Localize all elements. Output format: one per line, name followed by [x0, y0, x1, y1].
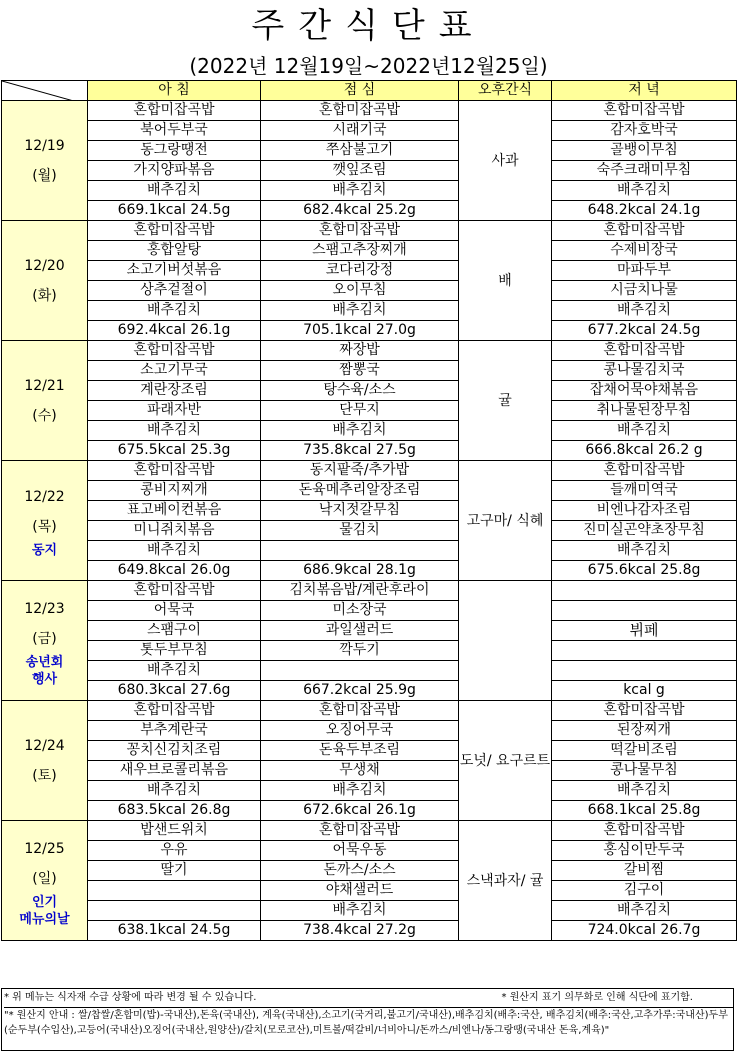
weekday-label: (토) — [32, 767, 57, 784]
table-row — [2, 241, 737, 261]
table-row — [2, 801, 737, 821]
dinner-item: 배추김치 — [552, 781, 737, 801]
breakfast-item: 상추겉절이 — [88, 281, 261, 301]
origin-info: "* 원산지 안내 : 쌀/찹쌀/혼합미(밥)-국내산),돈육(국내산), 계육(국내산),소고기(국거리,불고기/국내산),배추김치(배추:국산, 배추김치(배추:국산,고추가루:국내산)두부(순두부(수입산),고등어(국내산)오징어(국내산,원양산)/갈치(모로코산),미트볼/떡갈비/너비아니/돈까스/비엔나/동그랑땡(국내산 돈육,계육)" — [4, 1007, 733, 1038]
breakfast-item: 홍합알탕 — [88, 241, 261, 261]
breakfast-item: 675.5kcal 25.3g — [88, 441, 261, 461]
dinner-item: 배추김치 — [552, 421, 737, 441]
table-row — [2, 921, 737, 941]
snack-cell: 귤 — [459, 341, 552, 461]
header-breakfast: 아 침 — [88, 81, 261, 101]
lunch-item: 코다리강정 — [261, 261, 459, 281]
day-cell — [2, 101, 88, 221]
table-row — [2, 841, 737, 861]
table-row — [2, 161, 737, 181]
breakfast-item: 649.8kcal 26.0g — [88, 561, 261, 581]
breakfast-item: 혼합미잡곡밥 — [88, 701, 261, 721]
lunch-item: 오이무침 — [261, 281, 459, 301]
breakfast-item: 배추김치 — [88, 781, 261, 801]
lunch-item — [261, 661, 459, 681]
lunch-item: 배추김치 — [261, 901, 459, 921]
weekday-label: (일) — [32, 870, 57, 887]
table-row — [2, 501, 737, 521]
dinner-item: 724.0kcal 26.7g — [552, 921, 737, 941]
table-row — [2, 281, 737, 301]
day-cell — [2, 701, 88, 821]
lunch-item: 깻잎조림 — [261, 161, 459, 181]
breakfast-item: 혼합미잡곡밥 — [88, 581, 261, 601]
breakfast-item: 표고베이컨볶음 — [88, 501, 261, 521]
lunch-item: 무생채 — [261, 761, 459, 781]
breakfast-item: 미니쥐치볶음 — [88, 521, 261, 541]
dinner-item: kcal g — [552, 681, 737, 701]
dinner-item: 677.2kcal 24.5g — [552, 321, 737, 341]
table-row — [2, 601, 737, 621]
breakfast-item: 밥샌드위치 — [88, 821, 261, 841]
note-origin-label: * 원산지 표기 의무화로 인해 식단에 표기함. — [501, 992, 693, 1003]
day-cell — [2, 581, 88, 701]
table-row — [2, 381, 737, 401]
dinner-item: 뷔페 — [552, 621, 737, 641]
lunch-item: 혼합미잡곡밥 — [261, 821, 459, 841]
lunch-item: 동지팥죽/추가밥 — [261, 461, 459, 481]
dinner-item: 혼합미잡곡밥 — [552, 821, 737, 841]
breakfast-item: 동그랑땡전 — [88, 141, 261, 161]
lunch-item: 배추김치 — [261, 301, 459, 321]
table-row — [2, 901, 737, 921]
snack-cell: 사과 — [459, 101, 552, 221]
table-row — [2, 141, 737, 161]
table-row — [2, 401, 737, 421]
dinner-item: 648.2kcal 24.1g — [552, 201, 737, 221]
dinner-item — [552, 601, 737, 621]
weekday-label: (화) — [32, 287, 57, 304]
header-snack: 오후간식 — [459, 81, 552, 101]
dinner-item: 골뱅이무침 — [552, 141, 737, 161]
table-row — [2, 881, 737, 901]
dinner-item: 콩나물김치국 — [552, 361, 737, 381]
table-row — [2, 701, 737, 721]
breakfast-item — [88, 881, 261, 901]
dinner-item: 배추김치 — [552, 541, 737, 561]
breakfast-item: 669.1kcal 24.5g — [88, 201, 261, 221]
dinner-item: 배추김치 — [552, 901, 737, 921]
lunch-item: 배추김치 — [261, 421, 459, 441]
date-label: 12/24 — [24, 737, 65, 754]
breakfast-item: 혼합미잡곡밥 — [88, 221, 261, 241]
lunch-item: 오징어무국 — [261, 721, 459, 741]
dinner-item: 혼합미잡곡밥 — [552, 341, 737, 361]
lunch-item: 쭈삼불고기 — [261, 141, 459, 161]
breakfast-item: 계란장조림 — [88, 381, 261, 401]
breakfast-item: 소고기버섯볶음 — [88, 261, 261, 281]
table-row — [2, 561, 737, 581]
lunch-item: 단무지 — [261, 401, 459, 421]
day-cell — [2, 221, 88, 341]
lunch-item: 짜장밥 — [261, 341, 459, 361]
lunch-item: 어묵우동 — [261, 841, 459, 861]
breakfast-item: 배추김치 — [88, 421, 261, 441]
snack-cell: 고구마/ 식혜 — [459, 461, 552, 581]
breakfast-item: 배추김치 — [88, 541, 261, 561]
date-label: 12/22 — [24, 489, 65, 505]
dinner-item: 잡채어묵야채볶음 — [552, 381, 737, 401]
dinner-item: 된장찌개 — [552, 721, 737, 741]
table-row — [2, 821, 737, 841]
table-row — [2, 461, 737, 481]
dinner-item: 배추김치 — [552, 301, 737, 321]
day-cell — [2, 461, 88, 581]
dinner-item: 마파두부 — [552, 261, 737, 281]
day-cell — [2, 821, 88, 941]
dinner-item: 668.1kcal 25.8g — [552, 801, 737, 821]
breakfast-item: 콩비지찌개 — [88, 481, 261, 501]
table-row — [2, 301, 737, 321]
dinner-item — [552, 661, 737, 681]
snack-cell: 배 — [459, 221, 552, 341]
table-row — [2, 661, 737, 681]
date-label: 12/25 — [24, 840, 65, 857]
dinner-item: 혼합미잡곡밥 — [552, 461, 737, 481]
lunch-item: 낙지젓갈무침 — [261, 501, 459, 521]
table-header-row — [2, 81, 737, 101]
breakfast-item: 스팸구이 — [88, 621, 261, 641]
table-row — [2, 421, 737, 441]
lunch-item: 미소장국 — [261, 601, 459, 621]
lunch-item: 짬뽕국 — [261, 361, 459, 381]
lunch-item: 돈육두부조림 — [261, 741, 459, 761]
date-range: (2022년 12월19일~2022년12월25일) — [189, 54, 548, 78]
event-label: 인기 메뉴의날 — [19, 894, 70, 927]
snack-cell — [459, 581, 552, 701]
breakfast-item: 톳두부무침 — [88, 641, 261, 661]
breakfast-item: 딸기 — [88, 861, 261, 881]
table-row — [2, 321, 737, 341]
breakfast-item: 새우브로콜리볶음 — [88, 761, 261, 781]
lunch-item: 682.4kcal 25.2g — [261, 201, 459, 221]
breakfast-item: 가지양파볶음 — [88, 161, 261, 181]
breakfast-item: 혼합미잡곡밥 — [88, 461, 261, 481]
table-row — [2, 261, 737, 281]
breakfast-item: 배추김치 — [88, 301, 261, 321]
snack-cell: 도넛/ 요구르트 — [459, 701, 552, 821]
dinner-item: 홍심이만두국 — [552, 841, 737, 861]
event-label: 동지 — [31, 543, 58, 558]
dinner-item: 감자호박국 — [552, 121, 737, 141]
weekday-label: (월) — [32, 167, 57, 184]
dinner-item: 혼합미잡곡밥 — [552, 101, 737, 121]
table-row — [2, 541, 737, 561]
breakfast-item: 혼합미잡곡밥 — [88, 341, 261, 361]
lunch-item: 혼합미잡곡밥 — [261, 701, 459, 721]
page-title: 주간식단표 — [251, 6, 486, 46]
dinner-item: 떡갈비조림 — [552, 741, 737, 761]
breakfast-item: 배추김치 — [88, 181, 261, 201]
breakfast-item: 파래자반 — [88, 401, 261, 421]
dinner-item: 675.6kcal 25.8g — [552, 561, 737, 581]
breakfast-item: 638.1kcal 24.5g — [88, 921, 261, 941]
breakfast-item: 배추김치 — [88, 661, 261, 681]
dinner-item — [552, 581, 737, 601]
lunch-item: 705.1kcal 27.0g — [261, 321, 459, 341]
lunch-item: 스팸고추장찌개 — [261, 241, 459, 261]
date-label: 12/21 — [24, 377, 65, 394]
header-lunch: 점 심 — [261, 81, 459, 101]
breakfast-item: 꽁치신김치조림 — [88, 741, 261, 761]
dinner-item: 콩나물무침 — [552, 761, 737, 781]
breakfast-item: 680.3kcal 27.6g — [88, 681, 261, 701]
dinner-item: 진미실곤약초장무침 — [552, 521, 737, 541]
lunch-item: 667.2kcal 25.9g — [261, 681, 459, 701]
dinner-item — [552, 641, 737, 661]
dinner-item: 숙주크래미무침 — [552, 161, 737, 181]
table-row — [2, 201, 737, 221]
table-row — [2, 861, 737, 881]
breakfast-item: 혼합미잡곡밥 — [88, 101, 261, 121]
footer-notes — [1, 988, 734, 1051]
table-row — [2, 121, 737, 141]
weekday-label: (금) — [32, 630, 57, 647]
breakfast-item: 소고기무국 — [88, 361, 261, 381]
breakfast-item: 어묵국 — [88, 601, 261, 621]
dinner-item: 혼합미잡곡밥 — [552, 701, 737, 721]
dinner-item: 김구이 — [552, 881, 737, 901]
table-row — [2, 521, 737, 541]
lunch-item: 혼합미잡곡밥 — [261, 101, 459, 121]
breakfast-item: 부추계란국 — [88, 721, 261, 741]
table-row — [2, 641, 737, 661]
breakfast-item: 683.5kcal 26.8g — [88, 801, 261, 821]
lunch-item: 돈까스/소스 — [261, 861, 459, 881]
table-row — [2, 681, 737, 701]
date-label: 12/19 — [24, 137, 65, 154]
dinner-item: 수제비장국 — [552, 241, 737, 261]
dinner-item: 취나물된장무침 — [552, 401, 737, 421]
day-cell — [2, 341, 88, 461]
dinner-item: 666.8kcal 26.2 g — [552, 441, 737, 461]
breakfast-item: 북어두부국 — [88, 121, 261, 141]
header-dinner: 저 녁 — [552, 81, 737, 101]
breakfast-item: 우유 — [88, 841, 261, 861]
table-row — [2, 621, 737, 641]
lunch-item: 돈육메추리알장조림 — [261, 481, 459, 501]
lunch-item: 배추김치 — [261, 181, 459, 201]
table-row — [2, 221, 737, 241]
corner-cell — [2, 81, 88, 101]
lunch-item: 깍두기 — [261, 641, 459, 661]
table-row — [2, 741, 737, 761]
snack-cell: 스낵과자/ 귤 — [459, 821, 552, 941]
dinner-item: 시금치나물 — [552, 281, 737, 301]
lunch-item: 혼합미잡곡밥 — [261, 221, 459, 241]
dinner-item: 배추김치 — [552, 181, 737, 201]
breakfast-item: 692.4kcal 26.1g — [88, 321, 261, 341]
table-row — [2, 181, 737, 201]
table-row — [2, 721, 737, 741]
dinner-item: 혼합미잡곡밥 — [552, 221, 737, 241]
breakfast-item — [88, 901, 261, 921]
lunch-item: 672.6kcal 26.1g — [261, 801, 459, 821]
weekly-menu-table — [1, 80, 737, 941]
event-label: 송년회 행사 — [25, 654, 64, 687]
lunch-item: 735.8kcal 27.5g — [261, 441, 459, 461]
lunch-item: 김치볶음밥/계란후라이 — [261, 581, 459, 601]
table-row — [2, 781, 737, 801]
table-row — [2, 101, 737, 121]
lunch-item: 배추김치 — [261, 781, 459, 801]
lunch-item: 물김치 — [261, 521, 459, 541]
date-label: 12/23 — [24, 600, 65, 617]
lunch-item: 686.9kcal 28.1g — [261, 561, 459, 581]
lunch-item: 시래기국 — [261, 121, 459, 141]
lunch-item: 탕수육/소스 — [261, 381, 459, 401]
lunch-item — [261, 541, 459, 561]
dinner-item: 갈비찜 — [552, 861, 737, 881]
lunch-item: 과일샐러드 — [261, 621, 459, 641]
table-row — [2, 761, 737, 781]
dinner-item: 비엔나감자조림 — [552, 501, 737, 521]
table-row — [2, 361, 737, 381]
table-row — [2, 581, 737, 601]
weekday-label: (목) — [32, 519, 57, 535]
dinner-item: 들깨미역국 — [552, 481, 737, 501]
lunch-item: 738.4kcal 27.2g — [261, 921, 459, 941]
table-row — [2, 341, 737, 361]
date-label: 12/20 — [24, 257, 65, 274]
table-row — [2, 441, 737, 461]
weekday-label: (수) — [32, 407, 57, 424]
table-row — [2, 481, 737, 501]
lunch-item: 야채샐러드 — [261, 881, 459, 901]
note-change: * 위 메뉴는 식자재 수급 상황에 따라 변경 될 수 있습니다. — [4, 992, 257, 1003]
